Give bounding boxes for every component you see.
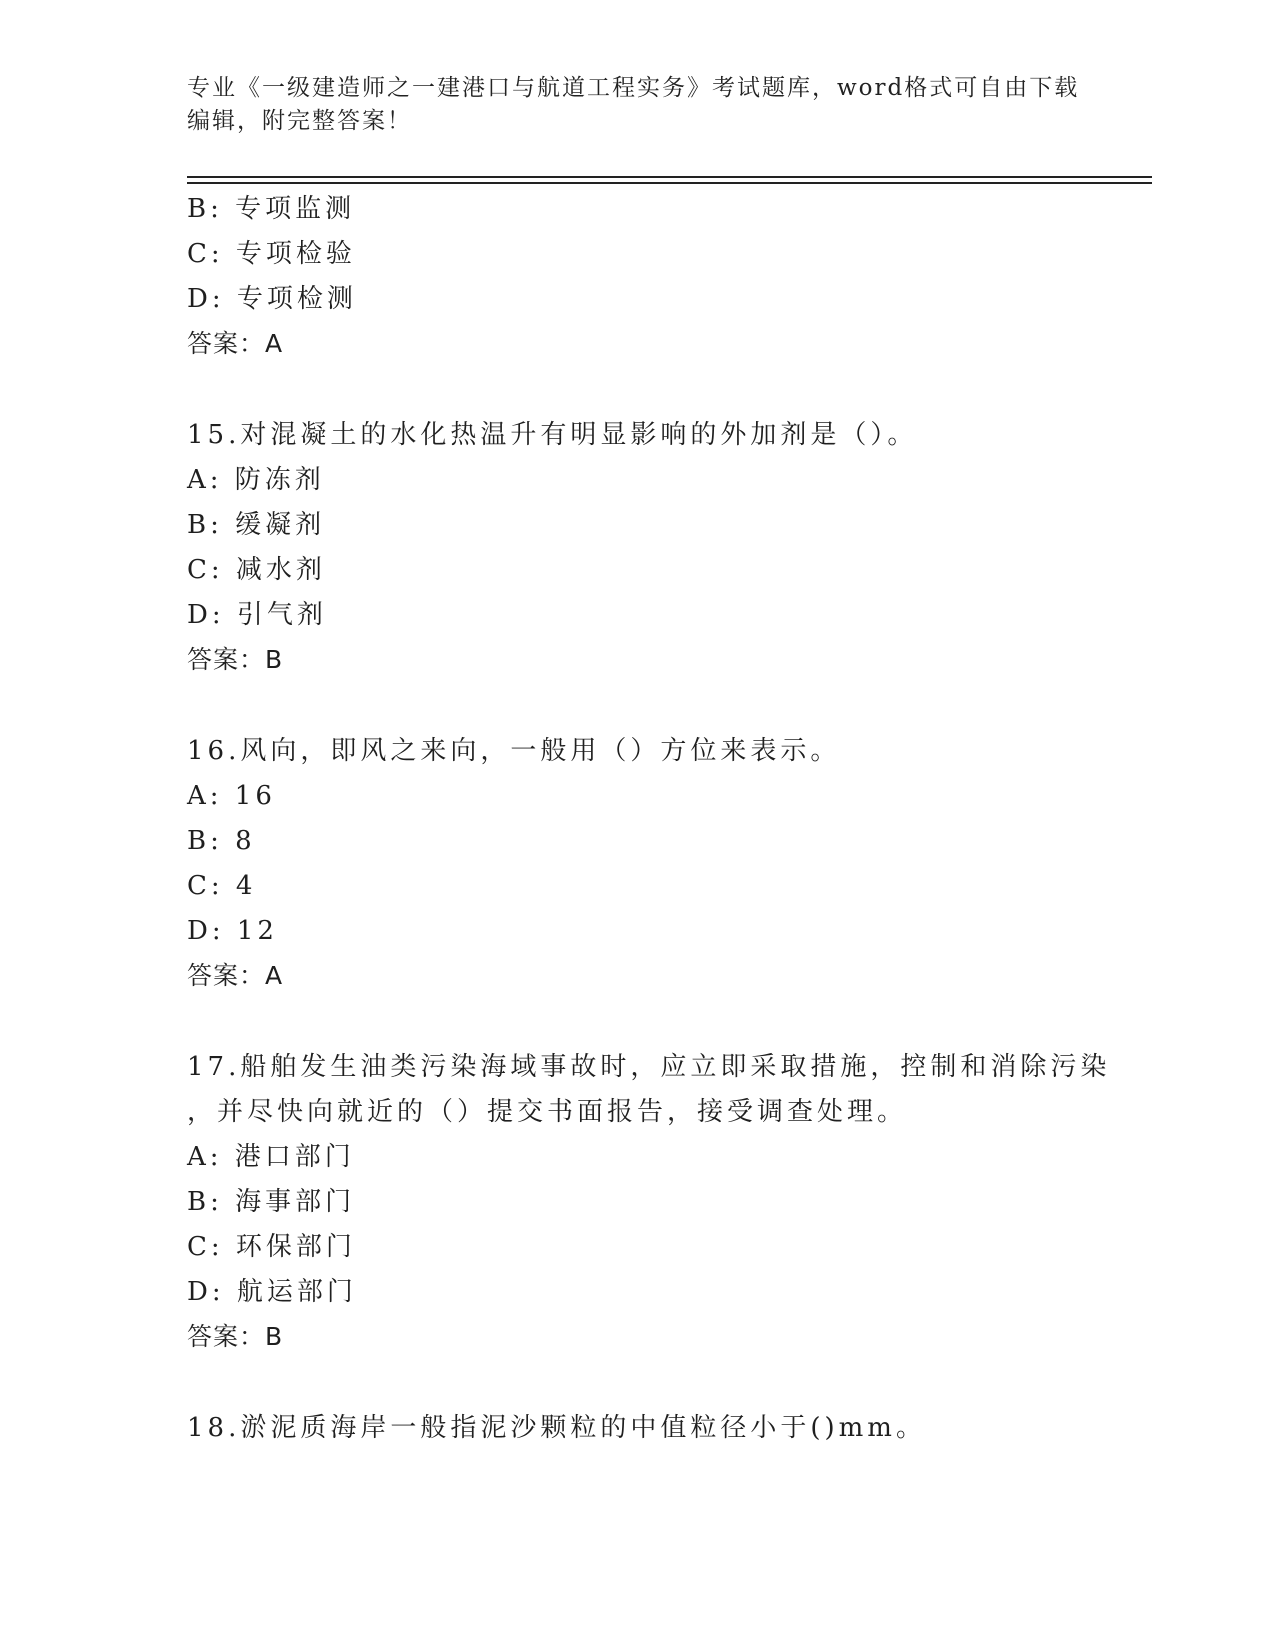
q17-option-b: B: 海事部门: [187, 1187, 356, 1217]
q16-option-b: B: 8: [187, 826, 256, 856]
q15-option-a: A: 防冻剂: [187, 465, 325, 495]
q17-option-a: A: 港口部门: [187, 1142, 355, 1172]
q16-answer: 答案：A: [187, 961, 284, 990]
header-line-2: 编辑，附完整答案！: [187, 108, 412, 134]
q14-option-d: D: 专项检测: [187, 284, 357, 314]
q16-option-c: C: 4: [187, 871, 257, 901]
header-divider-top: [187, 176, 1152, 178]
q14-answer: 答案：A: [187, 329, 284, 358]
q17-option-d: D: 航运部门: [187, 1277, 357, 1307]
q15-answer: 答案：B: [187, 645, 284, 674]
q16-option-a: A: 16: [187, 781, 276, 811]
q15-option-d: D: 引气剂: [187, 600, 327, 630]
header-divider-bottom: [187, 182, 1152, 184]
q16-question: 16.风向，即风之来向，一般用（）方位来表示。: [187, 736, 841, 766]
q17-option-c: C: 环保部门: [187, 1232, 356, 1262]
q15-option-c: C: 减水剂: [187, 555, 326, 585]
q16-option-d: D: 12: [187, 916, 278, 946]
q17-question-line-2: ，并尽快向就近的（）提交书面报告，接受调查处理。: [187, 1097, 908, 1127]
header-line-1: 专业《一级建造师之一建港口与航道工程实务》考试题库，word格式可自由下载: [187, 75, 1080, 101]
q14-option-b: B: 专项监测: [187, 194, 356, 224]
q15-option-b: B: 缓凝剂: [187, 510, 326, 540]
q17-answer: 答案：B: [187, 1322, 284, 1351]
q18-question: 18.淤泥质海岸一般指泥沙颗粒的中值粒径小于()mm。: [187, 1413, 926, 1443]
q17-question-line-1: 17.船舶发生油类污染海域事故时，应立即采取措施，控制和消除污染: [187, 1052, 1111, 1082]
document-header: [187, 72, 1087, 138]
q15-question: 15.对混凝土的水化热温升有明显影响的外加剂是（）。: [187, 420, 918, 450]
q14-option-c: C: 专项检验: [187, 239, 356, 269]
